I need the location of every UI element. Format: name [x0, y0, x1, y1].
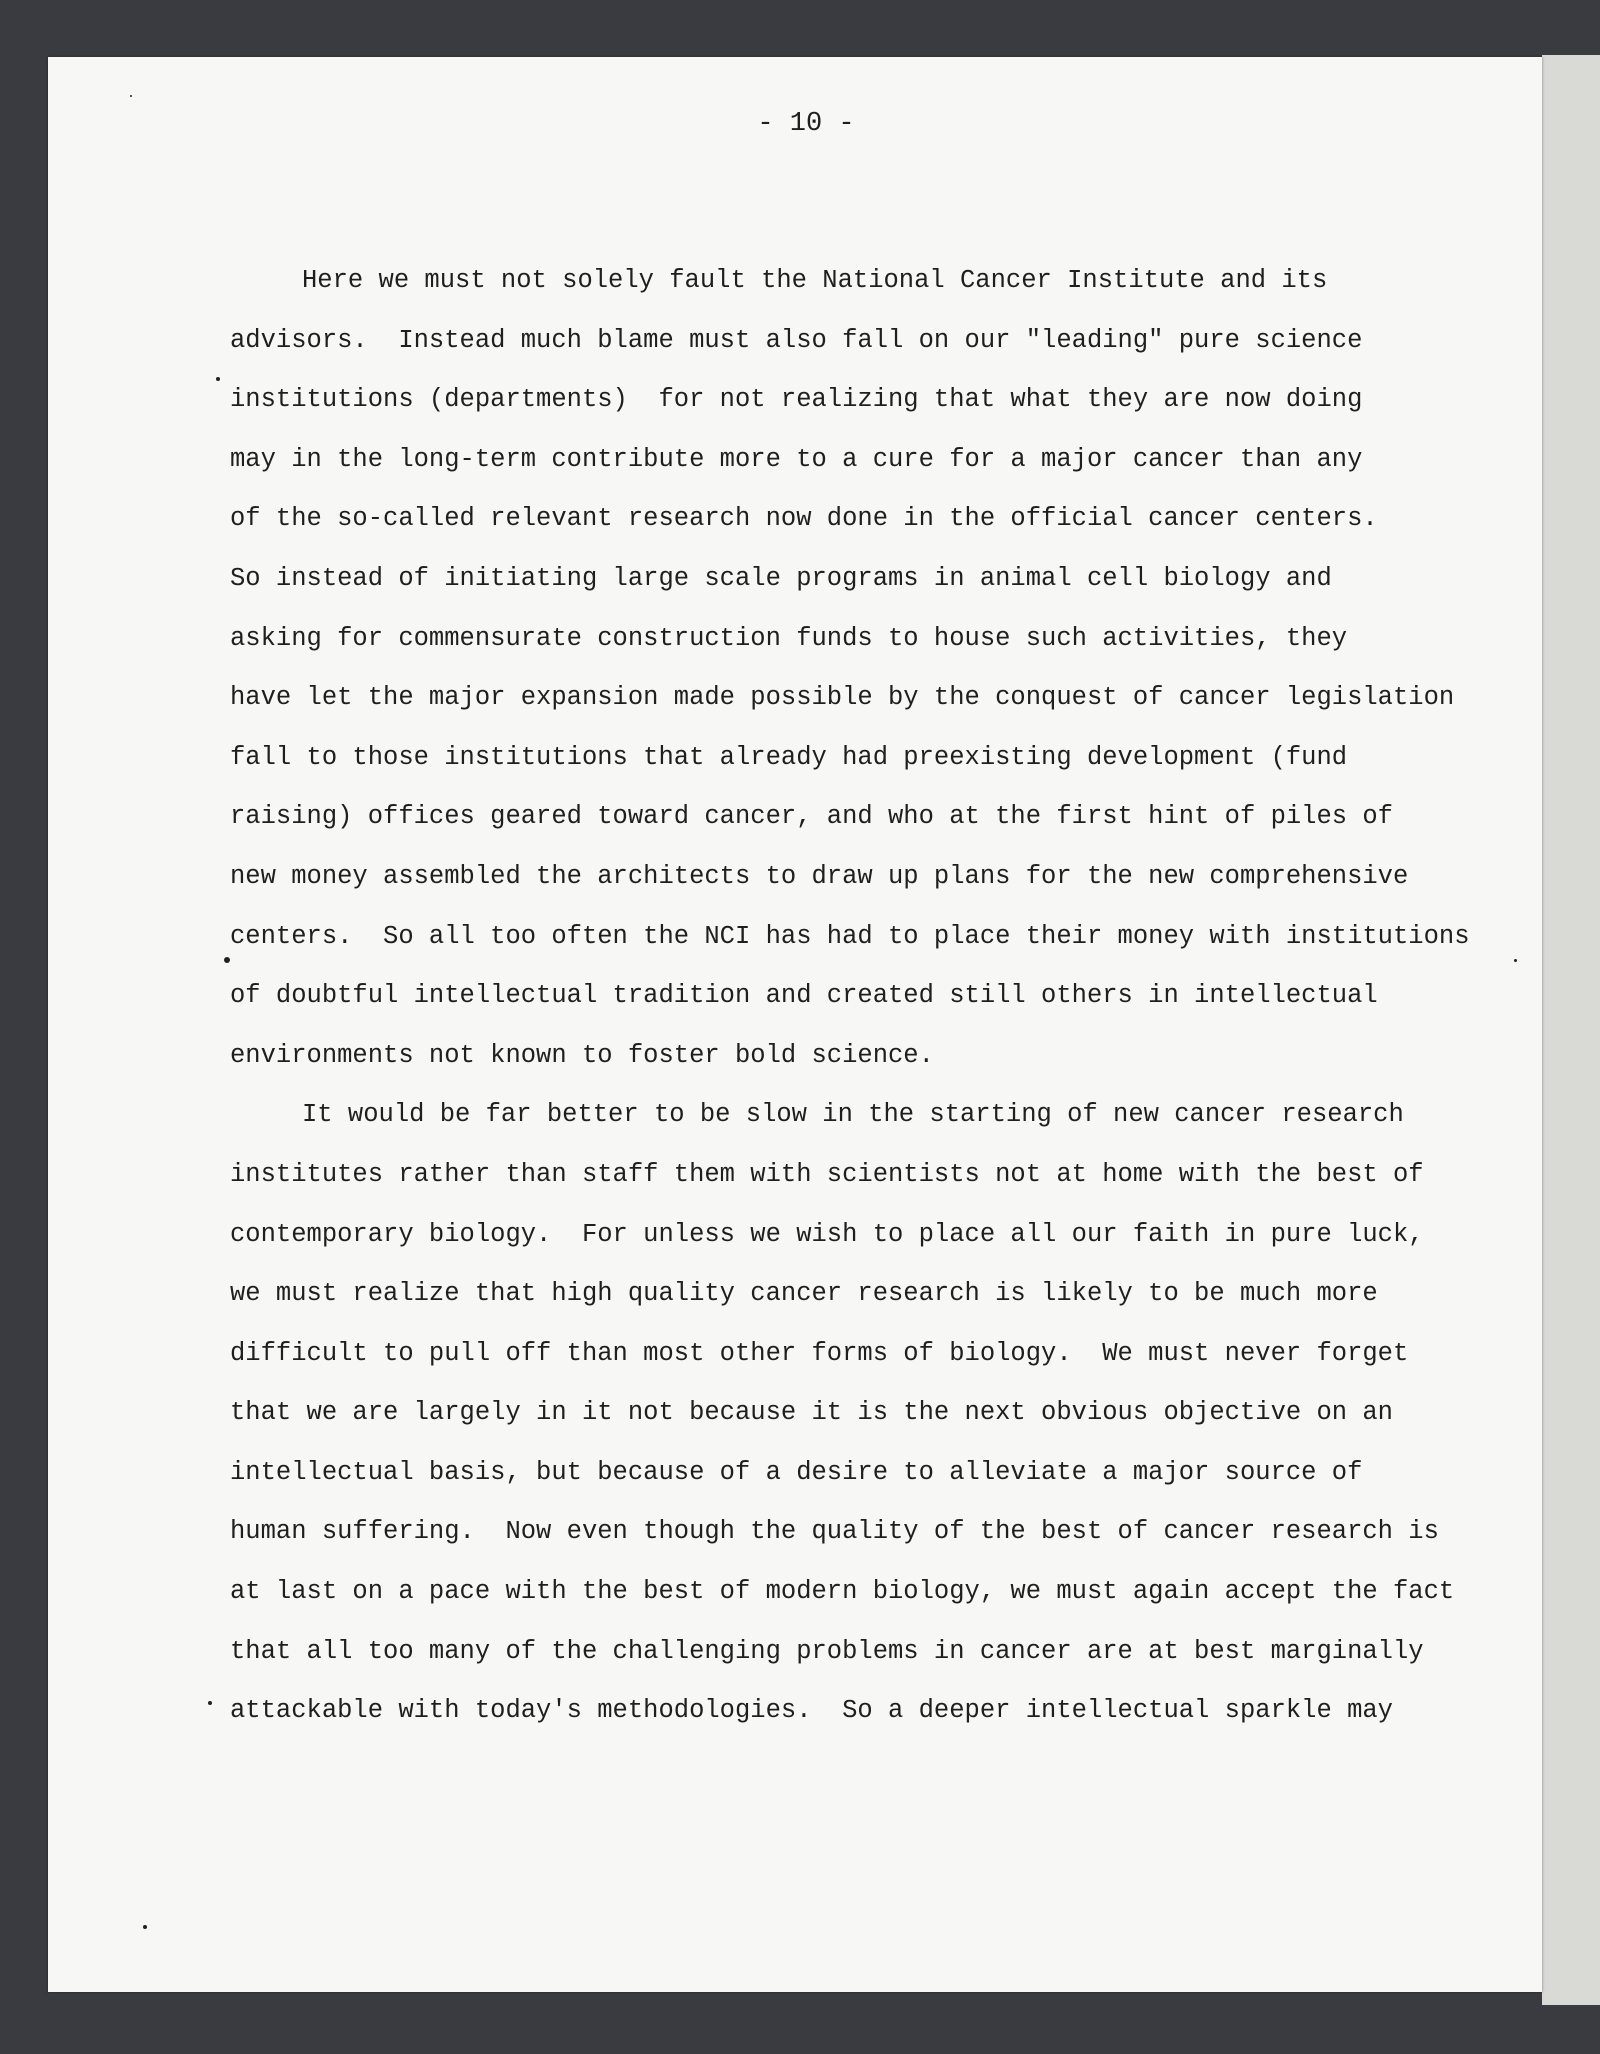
page-number: - 10 - [757, 109, 855, 139]
text-line: that we are largely in it not because it is the next obvious objective on an [230, 1398, 1393, 1428]
text-line: of doubtful intellectual tradition and created still others in intellectual [230, 981, 1378, 1011]
text-line: It would be far better to be slow in the starting of new cancer research [302, 1100, 1404, 1130]
text-line: may in the long-term contribute more to a cure for a major cancer than any [230, 444, 1363, 474]
text-line: we must realize that high quality cancer research is likely to be much more [230, 1279, 1378, 1309]
text-line: fall to those institutions that already had preexisting development (fund [230, 742, 1348, 772]
text-line: new money assembled the architects to draw up plans for the new comprehensive [230, 861, 1409, 891]
text-line: have let the major expansion made possible by the conquest of cancer legislation [230, 683, 1455, 713]
scan-speck [208, 1701, 212, 1705]
text-line: raising) offices geared toward cancer, and who at the first hint of piles of [230, 802, 1393, 832]
text-line: centers. So all too often the NCI has had to place their money with institutions [230, 921, 1470, 951]
text-line: So instead of initiating large scale programs in animal cell biology and [230, 563, 1332, 593]
scan-speck [1514, 959, 1517, 962]
text-line: at last on a pace with the best of modern biology, we must again accept the fact [230, 1577, 1455, 1607]
text-line: intellectual basis, but because of a desire to alleviate a major source of [230, 1457, 1363, 1487]
text-line: of the so-called relevant research now done in the official cancer centers. [230, 504, 1378, 534]
body-text [230, 251, 1490, 1741]
text-line: Here we must not solely fault the National Cancer Institute and its [302, 266, 1328, 295]
scan-speck [143, 1925, 147, 1929]
text-line: contemporary biology. For unless we wish to place all our faith in pure luck, [230, 1219, 1424, 1249]
text-line: asking for commensurate construction funds to house such activities, they [230, 623, 1348, 653]
text-line: human suffering. Now even though the quality of the best of cancer research is [230, 1517, 1439, 1547]
document-page [48, 57, 1542, 1992]
background-sheet [1542, 55, 1600, 2005]
text-line: difficult to pull off than most other forms of biology. We must never forget [230, 1338, 1409, 1368]
text-line: environments not known to foster bold science. [230, 1040, 934, 1070]
scan-speck [216, 377, 220, 381]
scan-speck [130, 95, 132, 97]
text-line: that all too many of the challenging problems in cancer are at best marginally [230, 1636, 1424, 1666]
text-line: attackable with today's methodologies. So a deeper intellectual sparkle may [230, 1696, 1393, 1726]
scan-speck [224, 957, 230, 963]
text-line: advisors. Instead much blame must also fall on our "leading" pure science [230, 325, 1363, 355]
text-line: institutions (departments) for not realizing that what they are now doing [230, 385, 1363, 415]
text-line: institutes rather than staff them with scientists not at home with the best of [230, 1159, 1424, 1189]
